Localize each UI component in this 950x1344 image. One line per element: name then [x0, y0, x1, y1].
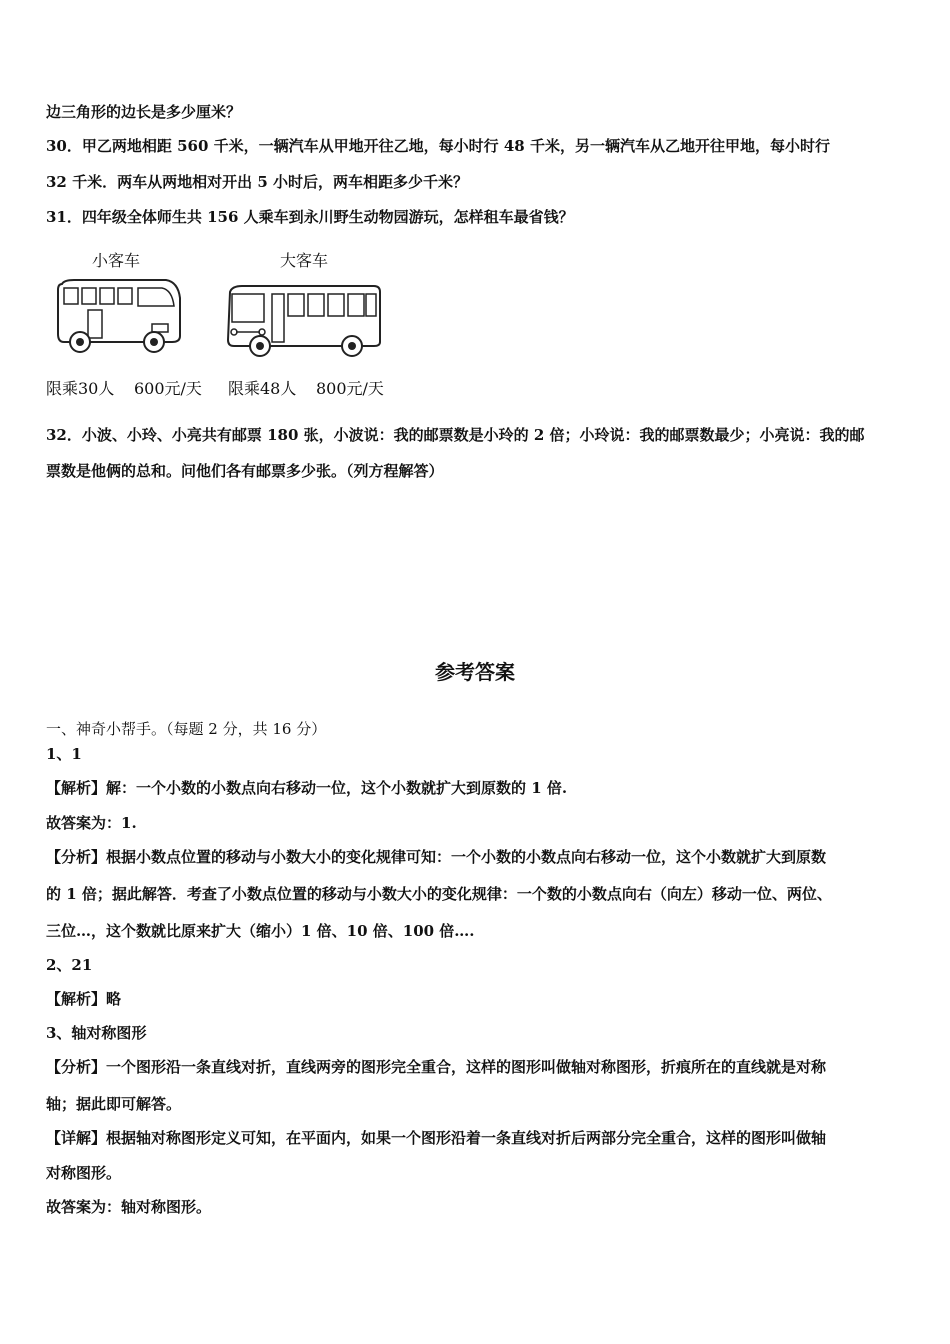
a1-fenxi-line2: 的 1 倍；据此解答．考查了小数点位置的移动与小数大小的变化规律：一个数的小数点向右（向左）移动一位、两位、 [46, 885, 832, 903]
q31-text: 31．四年级全体师生共 156 人乘车到永川野生动物园游玩，怎样租车最省钱？ [46, 208, 574, 226]
q32-line1: 32．小波、小玲、小亮共有邮票 180 张，小波说：我的邮票数是小玲的 2 倍；小玲说：我的邮票数最少；小亮说：我的邮 [46, 426, 865, 444]
q30-line1: 30．甲乙两地相距 560 千米，一辆汽车从甲地开往乙地，每小时行 48 千米，另一辆汽车从乙地开往甲地，每小时行 [46, 137, 830, 155]
q29-tail: 边三角形的边长是多少厘米？ [46, 103, 242, 121]
a1-fenxi-line1: 【分析】根据小数点位置的移动与小数大小的变化规律可知：一个小数的小数点向右移动一位，这个小数就扩大到原数 [46, 848, 827, 866]
a1-answer: 故答案为：1. [46, 814, 137, 832]
a3-xiangjie-line2: 对称图形。 [46, 1164, 122, 1182]
a2-number: 2、21 [46, 956, 93, 974]
q32-line2: 票数是他俩的总和。问他们各有邮票多少张。（列方程解答） [46, 462, 444, 480]
a2-jiexi: 【解析】略 [46, 990, 122, 1008]
a3-number: 3、轴对称图形 [46, 1024, 147, 1042]
small-bus-price: 600元/天 [134, 379, 202, 398]
a1-jiexi: 【解析】解：一个小数的小数点向右移动一位，这个小数就扩大到原数的 1 倍. [46, 779, 568, 797]
large-bus-limit: 限乘48人 [228, 379, 297, 398]
small-bus-icon [54, 276, 184, 356]
a1-number: 1、1 [46, 745, 82, 763]
large-bus-icon [224, 282, 384, 360]
a3-fenxi-line2: 轴；据此即可解答。 [46, 1095, 182, 1113]
a1-fenxi-line3: 三位…，这个数就比原来扩大（缩小）1 倍、10 倍、100 倍…. [46, 922, 475, 940]
large-bus-name: 大客车 [280, 251, 329, 270]
q30-line2: 32 千米．两车从两地相对开出 5 小时后，两车相距多少千米？ [46, 173, 468, 191]
small-bus-limit: 限乘30人 [46, 379, 115, 398]
a3-answer: 故答案为：轴对称图形。 [46, 1198, 212, 1216]
large-bus-price: 800元/天 [316, 379, 384, 398]
a3-xiangjie-line1: 【详解】根据轴对称图形定义可知，在平面内，如果一个图形沿着一条直线对折后两部分完全重合，这样的图形叫做轴 [46, 1129, 827, 1147]
section1-heading: 一、神奇小帮手。（每题 2 分，共 16 分） [46, 720, 327, 738]
answers-title: 参考答案 [435, 660, 515, 684]
small-bus-name: 小客车 [92, 251, 141, 270]
a3-fenxi-line1: 【分析】一个图形沿一条直线对折，直线两旁的图形完全重合，这样的图形叫做轴对称图形，折痕所在的直线就是对称 [46, 1058, 827, 1076]
